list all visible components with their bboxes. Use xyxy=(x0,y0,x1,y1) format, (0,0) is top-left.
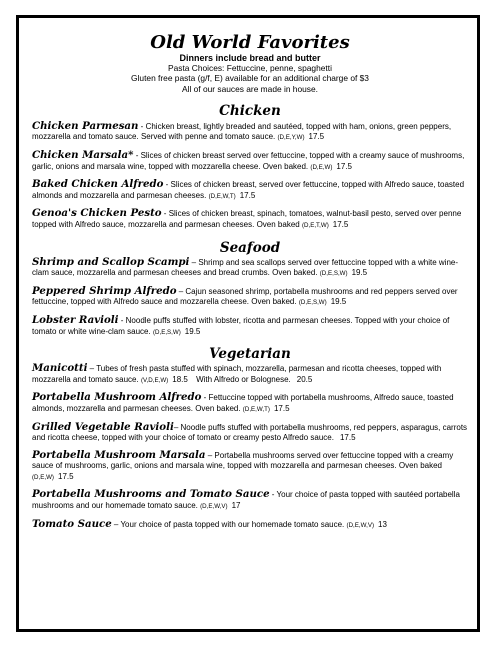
item-name: Baked Chicken Alfredo xyxy=(32,178,164,191)
menu-item: Portabella Mushrooms and Tomato Sauce - Your choice of pasta topped with sautéed portabella mushrooms and our homemade tomato sauce. (D,E,W,V) 17 xyxy=(32,488,460,511)
item-description: Slices of chicken breast, spinach, tomatoes, walnut-basil pesto, served over penne topped with Alfredo sauce, mozzarella and parmesan cheeses. Oven baked xyxy=(32,209,462,229)
item-description: Slices of chicken breast served over fettuccine, topped with a creamy sauce of mushrooms, garlic, onions and marsala wine, topped with mozzarella cheese. Oven baked. xyxy=(32,151,465,171)
item-price: 17.5 xyxy=(308,132,325,142)
item-description: Chicken breast, lightly breaded and sautéed, topped with ham, onions, green peppers, mozzarella and tomato sauce. Served with penne and tomato sauce. xyxy=(32,121,452,142)
gluten-free-note: Gluten free pasta (g/f, E) available for an additional charge of $3 xyxy=(131,73,369,84)
item-description: Slices of chicken breast, served over fettuccine, topped with Alfredo sauce, toasted almonds and mozzarella and parmesan cheeses. xyxy=(32,180,465,200)
item-description: Portabella mushrooms served over fettuccine topped with a creamy sauce of mushrooms, garlic, onions and marsala wine, topped with mozzarella and parmesan cheeses. Oven baked xyxy=(32,450,454,471)
item-price: 17 xyxy=(231,501,241,511)
menu-item: Manicotti – Tubes of fresh pasta stuffed with spinach, mozzarella, parmesan and ricotta cheeses, topped with mozzarella and tomato sauce. (V,D,E,W) 18.5 With Alfredo or Bolognese. 20.5 xyxy=(32,362,442,384)
item-description: Noodle puffs stuffed with portabella mushrooms, red peppers, asparagus, carrots and ricotta cheese, topped with your choice of tomato or creamy pesto Alfredo sauce. xyxy=(32,422,468,443)
allergen-code: (D,E,S,W) xyxy=(298,299,327,307)
page-title: Old World Favorites xyxy=(150,32,350,53)
item-price: 17.5 xyxy=(332,219,349,229)
sauces-note: All of our sauces are made in house. xyxy=(182,83,318,94)
menu-content xyxy=(32,33,468,531)
item-name: Peppered Shrimp Alfredo xyxy=(32,284,177,297)
item-name: Lobster Ravioli xyxy=(32,313,119,326)
item-description: Tubes of fresh pasta stuffed with spinach, mozzarella, parmesan and ricotta cheeses, topped with mozzarella and tomato sauce. xyxy=(32,364,442,384)
item-name: Grilled Vegetable Ravioli xyxy=(32,420,174,433)
item-price: 18.5 xyxy=(172,374,188,384)
item-description: Shrimp and sea scallops served over fettuccine topped with a white wine-clam sauce, mozzarella and parmesan cheeses and bread crumbs. Oven baked. xyxy=(32,257,459,278)
item-description: Noodle puffs stuffed with lobster, ricotta and parmesan cheeses. Topped with your choice of tomato or white wine-clam sauce. xyxy=(32,315,450,336)
item-name: Portabella Mushroom Marsala xyxy=(32,448,206,461)
allergen-code: (D,E,S,W) xyxy=(319,270,348,278)
item-price: 17.5 xyxy=(273,403,290,413)
item-description: Your choice of pasta topped with sautéed portabella mushrooms and our homemade tomato sauce. xyxy=(32,490,460,511)
allergen-code: (D,E,Y,W) xyxy=(277,134,305,142)
section-heading-chicken: Chicken xyxy=(219,102,281,119)
item-name: Chicken Marsala* xyxy=(32,149,134,161)
menu-item: Chicken Marsala* - Slices of chicken breast served over fettuccine, topped with a creamy sauce of mushrooms, garlic, onions and marsala wine, topped with mozzarella cheese. Oven baked. (D,E,W) 17.5 xyxy=(32,149,465,171)
item-name: Chicken Parmesan xyxy=(32,119,139,132)
item-price: 17.5 xyxy=(58,471,74,481)
item-option-price: 20.5 xyxy=(296,374,313,384)
item-price: 19.5 xyxy=(330,297,347,307)
item-name: Genoa's Chicken Pesto xyxy=(32,207,162,220)
menu-item: Tomato Sauce – Your choice of pasta topped with our homemade tomato sauce. (D,E,W,V) 13 xyxy=(32,517,387,530)
item-description: Your choice of pasta topped with our homemade tomato sauce. xyxy=(120,519,345,529)
allergen-code: (D,E,W,T) xyxy=(208,192,236,200)
allergen-code: (D,E,W,V) xyxy=(346,521,375,529)
menu-item: Grilled Vegetable Ravioli– Noodle puffs stuffed with portabella mushrooms, red peppers, asparagus, carrots and ricotta cheese, topped with your choice of tomato or creamy pesto Alfredo sauce. 17.5 xyxy=(32,420,468,443)
allergen-code: (D,E,W) xyxy=(310,163,333,171)
section-heading-seafood: Seafood xyxy=(219,239,281,256)
allergen-code: (V,D,E,W) xyxy=(140,376,169,384)
item-price: 19.5 xyxy=(184,326,201,336)
item-name: Shrimp and Scallop Scampi xyxy=(32,255,190,268)
item-description: Fettuccine topped with portabella mushrooms, Alfredo sauce, toasted almonds, mozzarella and parmesan cheeses. Oven baked. xyxy=(32,393,454,413)
item-price: 19.5 xyxy=(351,268,368,278)
pasta-choices: Pasta Choices: Fettuccine, penne, spaghetti xyxy=(168,63,332,74)
item-name: Portabella Mushroom Alfredo xyxy=(32,391,202,404)
allergen-code: (D,E,W) xyxy=(32,473,54,481)
item-option: With Alfredo or Bolognese. xyxy=(196,374,291,384)
item-price: 17.5 xyxy=(239,190,256,200)
item-price: 13 xyxy=(378,519,387,529)
menu-item: Genoa's Chicken Pesto - Slices of chicken breast, spinach, tomatoes, walnut-basil pesto, served over penne topped with Alfredo sauce, mozzarella and parmesan cheeses. Oven baked (D,E,T,W) 17.5 xyxy=(32,207,462,229)
menu-item: Lobster Ravioli - Noodle puffs stuffed with lobster, ricotta and parmesan cheeses. Topped with your choice of tomato or white wine-clam sauce. (D,E,S,W) 19.5 xyxy=(32,313,450,336)
item-price: 17.5 xyxy=(336,161,352,171)
item-name: Manicotti xyxy=(32,362,88,375)
menu-item: Portabella Mushroom Alfredo - Fettuccine topped with portabella mushrooms, Alfredo sauce, toasted almonds, mozzarella and parmesan cheeses. Oven baked. (D,E,W,T) 17.5 xyxy=(32,391,454,413)
menu-item: Chicken Parmesan - Chicken breast, lightly breaded and sautéed, topped with ham, onions, green peppers, mozzarella and tomato sauce. Served with penne and tomato sauce. (D,E,Y,W) 17.5 xyxy=(32,119,452,142)
section-heading-vegetarian: Vegetarian xyxy=(209,346,291,363)
allergen-code: (D,E,S,W) xyxy=(152,328,181,336)
item-name: Portabella Mushrooms and Tomato Sauce xyxy=(32,488,270,501)
item-price: 17.5 xyxy=(339,433,356,443)
menu-item: Peppered Shrimp Alfredo – Cajun seasoned shrimp, portabella mushrooms and red peppers served over fettuccine, topped with Alfredo sauce and mozzarella cheese. Oven baked. (D,E,S,W) 19.5 xyxy=(32,284,458,307)
allergen-code: (D,E,W,V) xyxy=(200,503,228,511)
menu-item: Portabella Mushroom Marsala – Portabella mushrooms served over fettuccine topped with a creamy sauce of mushrooms, garlic, onions and marsala wine, topped with mozzarella and parmesan cheeses. Oven baked (D,E,W) 17.5 xyxy=(32,448,454,481)
menu-frame xyxy=(16,15,480,632)
allergen-code: (D,E,T,W) xyxy=(301,221,329,229)
menu-item: Baked Chicken Alfredo - Slices of chicken breast, served over fettuccine, topped with Alfredo sauce, toasted almonds and mozzarella and parmesan cheeses. (D,E,W,T) 17.5 xyxy=(32,178,465,200)
allergen-code: (D,E,W,T) xyxy=(242,405,270,413)
item-description: Cajun seasoned shrimp, portabella mushrooms and red peppers served over fettuccine, topped with Alfredo sauce and mozzarella cheese. Oven baked. xyxy=(32,286,458,307)
menu-item: Shrimp and Scallop Scampi – Shrimp and sea scallops served over fettuccine topped with a white wine-clam sauce, mozzarella and parmesan cheeses and bread crumbs. Oven baked. (D,E,S,W) 19.5 xyxy=(32,255,459,278)
item-name: Tomato Sauce xyxy=(32,517,112,530)
menu-subtitle: Dinners include bread and butter xyxy=(179,53,321,63)
